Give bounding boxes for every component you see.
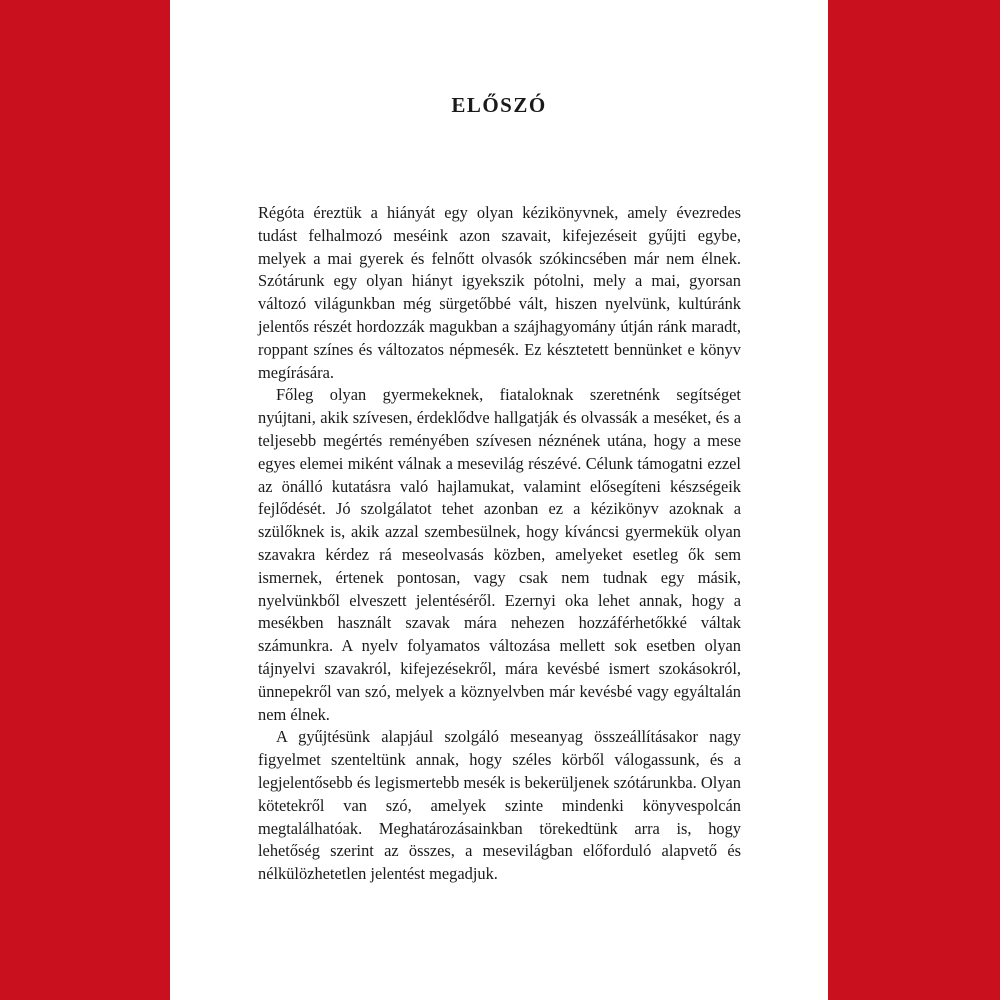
paragraph-1: Régóta éreztük a hiányát egy olyan kézikönyvnek, amely évezredes tudást felhalmozó meséink azon szavait, kifejezéseit gyűjti egybe, melyek a mai gyerek és felnőtt olvasók szókincsében már nem élnek. Szótárunk egy olyan hiányt igyekszik pótolni, mely a mai, gyorsan változó világunkban még sürgetőbbé vált, hiszen nyelvünk, kultúránk jelentős részét hordozzák magukban a szájhagyomány útján ránk maradt, roppant színes és változatos népmesék. Ez késztetett bennünket e könyv megírására. [258,203,741,382]
book-page [170,0,828,1000]
page-title: ELŐSZÓ [451,93,547,117]
page-body [258,202,741,886]
paragraph-2: Főleg olyan gyermekeknek, fiataloknak szeretnénk segítséget nyújtani, akik szívesen, érdeklődve hallgatják és olvassák a meséket, és a teljesebb megértés reményében szívesen néznének utána, hogy a mese egyes elemei miként válnak a mesevilág részévé. Célunk támogatni ezzel az önálló kutatásra való hajlamukat, valamint elősegíteni készségeik fejlődését. Jó szolgálatot tehet azonban ez a kézikönyv azoknak a szülőknek is, akik azzal szembesülnek, hogy kíváncsi gyermekük olyan szavakra kérdez rá meseolvasás közben, amelyeket esetleg ők sem ismernek, értenek pontosan, vagy csak nem tudnak egy másik, nyelvünkből elveszett jelentéséről. Ezernyi oka lehet annak, hogy a mesékben használt szavak mára nehezen hozzáférhetőkké váltak számunkra. A nyelv folyamatos változása mellett sok esetben olyan tájnyelvi szavakról, kifejezésekről, mára kevésbé ismert szokásokról, ünnepekről van szó, melyek a köznyelvben már kevésbé vagy egyáltalán nem élnek. [258,385,741,724]
paragraph-3: A gyűjtésünk alapjául szolgáló meseanyag összeállításakor nagy figyelmet szenteltünk annak, hogy széles körből válogassunk, és a legjelentősebb és legismertebb mesék is bekerüljenek szótárunkba. Olyan kötetekről van szó, amelyek szinte mindenki könyvespolcán megtalálhatóak. Meghatározásainkban törekedtünk arra is, hogy lehetőség szerint az összes, a mesevilágban előforduló alapvető és nélkülözhetetlen jelentést megadjuk. [258,727,741,884]
